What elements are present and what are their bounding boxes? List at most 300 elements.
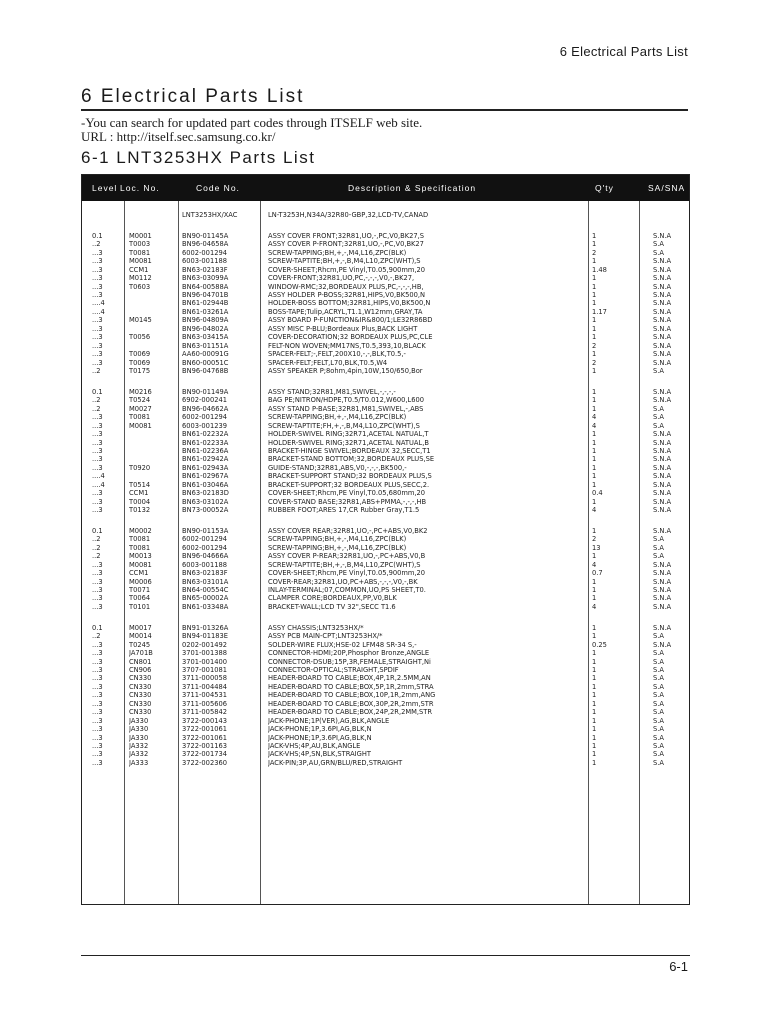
description-cell: SCREW-TAPPING;BH,+,-,M4,L16,ZPC(BLK)	[268, 413, 407, 422]
sa-sna-cell: S.A	[653, 716, 664, 725]
level-cell: ...3	[92, 446, 103, 455]
qty-cell: 2	[592, 248, 597, 257]
qty-cell: 2	[592, 341, 597, 350]
level-cell: ...3	[92, 725, 103, 734]
qty-cell: 1	[592, 725, 597, 734]
description-cell: JACK-PHONE;1P,3.6PI,AG,BLK,N	[268, 725, 372, 734]
loc-no-cell: CCM1	[129, 265, 149, 274]
loc-no-cell: T0081	[129, 413, 151, 422]
qty-cell: 1	[592, 682, 597, 691]
level-cell: ...3	[92, 560, 103, 569]
page-number: 6-1	[669, 959, 688, 974]
running-header: 6 Electrical Parts List	[559, 44, 688, 59]
description-cell: JACK-PHONE;1P(VER),AG,BLK,ANGLE	[268, 716, 390, 725]
description-cell: BRACKET-STAND BOTTOM;32,BORDEAUX PLUS,SE	[268, 455, 435, 464]
group-spacer	[82, 375, 689, 388]
column-header-sa-sna: SA/SNA	[648, 183, 686, 193]
table-row	[82, 759, 689, 767]
code-no-cell: 3722-001163	[182, 741, 227, 750]
description-cell: ASSY COVER P-REAR;32R81,UO,-,PC+ABS,V0,B	[268, 552, 426, 561]
level-cell: ...3	[92, 716, 103, 725]
sa-sna-cell: S.N.A	[653, 396, 672, 405]
description-cell: HOLDER-SWIVEL RING;32R71,ACETAL NATUAL,B	[268, 438, 429, 447]
level-cell: ....4	[92, 480, 105, 489]
description-cell: ASSY STAND P-BASE;32R81,M81,SWIVEL,-,ABS	[268, 404, 424, 413]
sa-sna-cell: S.N.A	[653, 489, 672, 498]
table-row	[82, 666, 689, 674]
description-cell: ASSY MISC P-BLU;Bordeaux Plus,BACK LIGHT	[268, 324, 418, 333]
description-cell: GUIDE-STAND;32R81,ABS,V0,-,-,-,BK500,-	[268, 463, 407, 472]
code-no-cell: 6002-001294	[182, 535, 227, 544]
sa-sna-cell: S.A	[653, 240, 664, 249]
loc-no-cell: M0002	[129, 526, 152, 535]
code-no-cell: BN61-03348A	[182, 602, 229, 611]
code-no-cell: BN63-02183D	[182, 489, 229, 498]
loc-no-cell: M0014	[129, 632, 152, 641]
description-cell: HEADER-BOARD TO CABLE;BOX,30P,2R,2mm,STR	[268, 699, 434, 708]
description-cell: BRACKET-HINGE SWIVEL;BORDEAUX 32,SECC,T1	[268, 446, 431, 455]
table-row	[82, 316, 689, 324]
code-no-cell: 6003-001239	[182, 421, 227, 430]
loc-no-cell: CN330	[129, 682, 152, 691]
loc-no-cell: T0004	[129, 497, 151, 506]
code-no-cell: BN61-02943A	[182, 463, 229, 472]
qty-cell: 1	[592, 404, 597, 413]
description-cell: COVER-STAND BASE;32R81,ABS+PMMA,-,-,-,HB	[268, 497, 427, 506]
sa-sna-cell: S.N.A	[653, 455, 672, 464]
loc-no-cell: T0603	[129, 282, 151, 291]
sa-sna-cell: S.N.A	[653, 257, 672, 266]
code-no-cell: 6002-001294	[182, 413, 227, 422]
level-cell: ...3	[92, 265, 103, 274]
level-cell: ..2	[92, 552, 101, 561]
level-cell: ...3	[92, 341, 103, 350]
table-row	[82, 649, 689, 657]
table-row	[82, 742, 689, 750]
level-cell: ...3	[92, 333, 103, 342]
loc-no-cell: M0006	[129, 577, 152, 586]
level-cell: ...3	[92, 497, 103, 506]
qty-cell: 1	[592, 552, 597, 561]
loc-no-cell: T0101	[129, 602, 151, 611]
table-row	[82, 240, 689, 248]
description-cell: JACK-PHONE;1P,3.6PI,AG,BLK,N	[268, 733, 372, 742]
description-cell: SCREW-TAPTITE;BH,+,-,B,M4,L10,ZPC(WHT),S	[268, 257, 421, 266]
sa-sna-cell: S.N.A	[653, 446, 672, 455]
level-cell: ...3	[92, 577, 103, 586]
table-row	[82, 489, 689, 497]
sa-sna-cell: S.N.A	[653, 316, 672, 325]
code-no-cell: 0202-001492	[182, 640, 227, 649]
description-cell: JACK-VHS;4P,SN,BLK,STRAIGHT	[268, 750, 371, 759]
sa-sna-cell: S.A	[653, 413, 664, 422]
sa-sna-cell: S.N.A	[653, 430, 672, 439]
code-no-cell: BN61-02944B	[182, 299, 229, 308]
sa-sna-cell: S.N.A	[653, 265, 672, 274]
loc-no-cell: T0081	[129, 535, 151, 544]
sa-sna-cell: S.A	[653, 535, 664, 544]
loc-no-cell: M0112	[129, 274, 152, 283]
table-row	[82, 464, 689, 472]
qty-cell: 1	[592, 472, 597, 481]
description-cell: COVER-FRONT;32R81,UO,PC,-,-,-,V0,-,BK27,	[268, 274, 415, 283]
code-no-cell: 3722-000143	[182, 716, 227, 725]
description-cell: BAG PE;NITRON/HDPE,T0.5/T0.012,W600,L600	[268, 396, 424, 405]
level-cell: ...3	[92, 430, 103, 439]
code-no-cell: BN90-01145A	[182, 231, 229, 240]
sa-sna-cell: S.A	[653, 691, 664, 700]
description-cell: COVER-DECORATION;32 BORDEAUX PLUS,PC,CLE	[268, 333, 433, 342]
table-row	[82, 422, 689, 430]
loc-no-cell: JA332	[129, 741, 149, 750]
code-no-cell: AA60-00091G	[182, 350, 229, 359]
description-cell: INLAY-TERMINAL;07,COMMON,UO,PS SHEET,T0.	[268, 586, 426, 594]
sa-sna-cell: S.A	[653, 421, 664, 430]
loc-no-cell: JA333	[129, 758, 149, 767]
loc-no-cell: M0081	[129, 560, 152, 569]
sa-sna-cell: S.A	[653, 699, 664, 708]
code-no-cell: BN63-03101A	[182, 577, 229, 586]
description-cell: RUBBER FOOT;ARES 17,CR Rubber Gray,T1.5	[268, 506, 420, 514]
level-cell: ...3	[92, 324, 103, 333]
sa-sna-cell: S.N.A	[653, 506, 672, 514]
table-row	[82, 413, 689, 421]
loc-no-cell: M0017	[129, 623, 152, 632]
qty-cell: 1	[592, 274, 597, 283]
level-cell: ...3	[92, 506, 103, 514]
table-row	[82, 561, 689, 569]
footer-rule	[81, 955, 690, 956]
loc-no-cell: T0071	[129, 586, 151, 594]
sa-sna-cell: S.A	[653, 733, 664, 742]
code-no-cell: 3711-000058	[182, 674, 227, 683]
description-cell: JACK-PIN;3P,AU,GRN/BLU/RED,STRAIGHT	[268, 758, 403, 767]
sa-sna-cell: S.A	[653, 552, 664, 561]
level-cell: ...3	[92, 257, 103, 266]
level-cell: ..2	[92, 366, 101, 375]
level-cell: ...3	[92, 602, 103, 611]
code-no-cell: BN61-02233A	[182, 438, 229, 447]
code-no-cell: 3707-001081	[182, 666, 227, 674]
loc-no-cell: JA330	[129, 725, 149, 734]
sa-sna-cell: S.A	[653, 741, 664, 750]
column-header-description: Description & Specification	[348, 183, 477, 193]
group-spacer	[82, 611, 689, 624]
qty-cell: 1	[592, 632, 597, 641]
code-no-cell: BN64-00554C	[182, 586, 229, 594]
code-no-cell: 6002-001294	[182, 248, 227, 257]
table-row	[82, 232, 689, 240]
level-cell: ...3	[92, 741, 103, 750]
level-cell: ...3	[92, 758, 103, 767]
code-no-cell: BN63-02183F	[182, 569, 228, 578]
loc-no-cell: M0027	[129, 404, 152, 413]
level-cell: ...3	[92, 489, 103, 498]
code-no-cell: BN63-03099A	[182, 274, 229, 283]
qty-cell: 4	[592, 602, 597, 611]
table-row	[82, 342, 689, 350]
loc-no-cell: CN330	[129, 708, 152, 717]
loc-no-cell: T0524	[129, 396, 151, 405]
code-no-cell: BN61-03261A	[182, 307, 229, 316]
column-header-level: Level	[92, 183, 118, 193]
sa-sna-cell: S.A	[653, 632, 664, 641]
description-cell: ASSY SPEAKER P;8ohm,4pin,10W,150/650,Bor	[268, 366, 423, 375]
sa-sna-cell: S.N.A	[653, 497, 672, 506]
table-row	[82, 211, 689, 219]
level-cell: ..2	[92, 543, 101, 552]
level-cell: ...3	[92, 640, 103, 649]
table-row	[82, 396, 689, 404]
qty-cell: 4	[592, 421, 597, 430]
loc-no-cell: M0013	[129, 552, 152, 561]
qty-cell: 1	[592, 577, 597, 586]
code-no-cell: 3722-001061	[182, 725, 227, 734]
parts-table	[81, 174, 690, 905]
code-no-cell: 6002-001294	[182, 543, 227, 552]
loc-no-cell: M0216	[129, 387, 152, 396]
table-row	[82, 388, 689, 396]
table-row	[82, 430, 689, 438]
table-row	[82, 632, 689, 640]
level-cell: ...3	[92, 733, 103, 742]
table-row	[82, 439, 689, 447]
description-cell: BOSS-TAPE;Tulip,ACRYL,T1.1,W12mm,GRAY,TA	[268, 307, 423, 316]
qty-cell: 2	[592, 535, 597, 544]
description-cell: HEADER-BOARD TO CABLE;BOX,10P,1R,2mm,ANG	[268, 691, 436, 700]
qty-cell: 0.4	[592, 489, 603, 498]
sa-sna-cell: S.N.A	[653, 623, 672, 632]
sa-sna-cell: S.A	[653, 543, 664, 552]
table-row	[82, 455, 689, 463]
code-no-cell: BN65-00002A	[182, 594, 229, 603]
sa-sna-cell: S.N.A	[653, 480, 672, 489]
level-cell: ...3	[92, 657, 103, 666]
code-no-cell: BN91-01326A	[182, 623, 229, 632]
code-no-cell: BN90-01149A	[182, 387, 229, 396]
qty-cell: 1	[592, 324, 597, 333]
description-cell: SPACER-FELT;-,FELT,200X10,-,-,BLK,T0.5,-	[268, 350, 406, 359]
level-cell: ...3	[92, 463, 103, 472]
table-row	[82, 405, 689, 413]
table-row	[82, 333, 689, 341]
sa-sna-cell: S.A	[653, 649, 664, 658]
level-cell: ...3	[92, 413, 103, 422]
code-no-cell: 6003-001188	[182, 257, 227, 266]
qty-cell: 1	[592, 526, 597, 535]
qty-cell: 1	[592, 366, 597, 375]
code-no-cell: 3722-001734	[182, 750, 227, 759]
description-cell: LN-T3253H,N34A/32R80-GBP,32,LCD-TV,CANAD	[268, 211, 429, 219]
sa-sna-cell: S.A	[653, 750, 664, 759]
qty-cell: 1.48	[592, 265, 607, 274]
level-cell: 0.1	[92, 387, 103, 396]
qty-cell: 1	[592, 674, 597, 683]
table-row	[82, 257, 689, 265]
column-header-code-no: Code No.	[196, 183, 240, 193]
level-cell: ....4	[92, 472, 105, 481]
qty-cell: 1	[592, 299, 597, 308]
qty-cell: 1	[592, 231, 597, 240]
qty-cell: 4	[592, 506, 597, 514]
description-cell: ASSY COVER P-FRONT;32R81,UO,-,PC,V0,BK27	[268, 240, 424, 249]
level-cell: ....4	[92, 299, 105, 308]
qty-cell: 1	[592, 333, 597, 342]
qty-cell: 1	[592, 699, 597, 708]
loc-no-cell: T0081	[129, 248, 151, 257]
table-row	[82, 569, 689, 577]
sa-sna-cell: S.N.A	[653, 299, 672, 308]
qty-cell: 1	[592, 455, 597, 464]
level-cell: ...3	[92, 708, 103, 717]
sa-sna-cell: S.A	[653, 248, 664, 257]
table-row	[82, 249, 689, 257]
loc-no-cell: T0003	[129, 240, 151, 249]
table-row	[82, 472, 689, 480]
table-row	[82, 674, 689, 682]
level-cell: ...3	[92, 291, 103, 299]
qty-cell: 1	[592, 446, 597, 455]
level-cell: ...3	[92, 282, 103, 291]
description-cell: CONNECTOR-DSUB;15P,3R,FEMALE,STRAIGHT,Ni	[268, 657, 431, 666]
sa-sna-cell: S.N.A	[653, 307, 672, 316]
loc-no-cell: M0001	[129, 231, 152, 240]
code-no-cell: BN90-01153A	[182, 526, 229, 535]
sa-sna-cell: S.A	[653, 758, 664, 767]
table-row	[82, 700, 689, 708]
table-row	[82, 291, 689, 299]
level-cell: ..2	[92, 535, 101, 544]
loc-no-cell: CN801	[129, 657, 152, 666]
code-no-cell: BN61-02236A	[182, 446, 229, 455]
level-cell: ...3	[92, 594, 103, 603]
sa-sna-cell: S.N.A	[653, 594, 672, 603]
qty-cell: 4	[592, 413, 597, 422]
qty-cell: 1	[592, 586, 597, 594]
code-no-cell: BN61-03046A	[182, 480, 229, 489]
loc-no-cell: M0145	[129, 316, 152, 325]
code-no-cell: 3722-002360	[182, 758, 227, 767]
description-cell: COVER-REAR;32R81,UO,PC+ABS,-,-,-,V0,-,BK	[268, 577, 418, 586]
sa-sna-cell: S.A	[653, 674, 664, 683]
code-no-cell: BN96-04666A	[182, 552, 229, 561]
qty-cell: 0.25	[592, 640, 607, 649]
table-row	[82, 367, 689, 375]
qty-cell: 1	[592, 497, 597, 506]
description-cell: SOLDER-WIRE FLUX;HSE-02 LFM48 SR-34 S,-	[268, 640, 417, 649]
code-no-cell: BN61-02232A	[182, 430, 229, 439]
code-no-cell: BN96-04701B	[182, 291, 229, 299]
table-row	[82, 658, 689, 666]
code-no-cell: BN96-04658A	[182, 240, 229, 249]
loc-no-cell: M0081	[129, 257, 152, 266]
table-row	[82, 594, 689, 602]
qty-cell: 2	[592, 358, 597, 367]
description-cell: FELT-NON WOVEN;MM17NS,T0.5,393,10,BLACK	[268, 341, 426, 350]
table-row	[82, 506, 689, 514]
table-row	[82, 325, 689, 333]
level-cell: ..2	[92, 632, 101, 641]
sa-sna-cell: S.N.A	[653, 231, 672, 240]
sa-sna-cell: S.N.A	[653, 387, 672, 396]
level-cell: ...3	[92, 666, 103, 674]
table-row	[82, 717, 689, 725]
description-cell: BRACKET-WALL;LCD TV 32",SECC T1.6	[268, 602, 396, 611]
sa-sna-cell: S.N.A	[653, 586, 672, 594]
sa-sna-cell: S.N.A	[653, 324, 672, 333]
loc-no-cell: M0081	[129, 421, 152, 430]
description-cell: COVER-SHEET;Rhcm,PE Vinyl,T0.05,900mm,20	[268, 569, 426, 578]
qty-cell: 1	[592, 291, 597, 299]
description-cell: JACK-VHS;4P,AU,BLK,ANGLE	[268, 741, 361, 750]
code-no-cell: BN94-01183E	[182, 632, 229, 641]
title-rule	[81, 109, 688, 111]
level-cell: ...3	[92, 682, 103, 691]
table-row	[82, 535, 689, 543]
level-cell: 0.1	[92, 623, 103, 632]
qty-cell: 1	[592, 282, 597, 291]
loc-no-cell: CN330	[129, 691, 152, 700]
qty-cell: 1	[592, 741, 597, 750]
description-cell: ASSY COVER FRONT;32R81,UO,-,PC,V0,BK27,S	[268, 231, 425, 240]
code-no-cell: BN63-03415A	[182, 333, 229, 342]
description-cell: HOLDER-BOSS BOTTOM;32R81,HIPS,V0,BK500,N	[268, 299, 431, 308]
code-no-cell: BN60-00051C	[182, 358, 229, 367]
qty-cell: 1	[592, 750, 597, 759]
qty-cell: 1	[592, 758, 597, 767]
description-cell: ASSY STAND;32R81,M81,SWIVEL,-,-,-,-	[268, 387, 396, 396]
description-cell: SCREW-TAPPING;BH,+,-,M4,L16,ZPC(BLK)	[268, 543, 407, 552]
qty-cell: 1	[592, 463, 597, 472]
code-no-cell: BN96-04809A	[182, 316, 229, 325]
code-no-cell: 3711-004484	[182, 682, 227, 691]
sa-sna-cell: S.A	[653, 725, 664, 734]
code-no-cell: BN61-02942A	[182, 455, 229, 464]
sa-sna-cell: S.N.A	[653, 472, 672, 481]
table-row	[82, 691, 689, 699]
loc-no-cell: JA330	[129, 733, 149, 742]
level-cell: ..2	[92, 240, 101, 249]
qty-cell: 1	[592, 480, 597, 489]
sa-sna-cell: S.A	[653, 708, 664, 717]
level-cell: ...3	[92, 569, 103, 578]
sa-sna-cell: S.N.A	[653, 333, 672, 342]
level-cell: ...3	[92, 691, 103, 700]
code-no-cell: BN63-03102A	[182, 497, 229, 506]
level-cell: 0.1	[92, 231, 103, 240]
description-cell: SCREW-TAPPING;BH,+,-,M4,L16,ZPC(BLK)	[268, 535, 407, 544]
level-cell: ...3	[92, 350, 103, 359]
description-cell: SCREW-TAPTITE;BH,+,-,B,M4,L10,ZPC(WHT),S	[268, 560, 421, 569]
qty-cell: 1	[592, 708, 597, 717]
sa-sna-cell: S.N.A	[653, 350, 672, 359]
table-row	[82, 624, 689, 632]
code-no-cell: BN64-00588A	[182, 282, 229, 291]
level-cell: ...3	[92, 586, 103, 594]
qty-cell: 1	[592, 430, 597, 439]
description-cell: ASSY CHASSIS;LNT3253HX/*	[268, 623, 364, 632]
level-cell: ...3	[92, 750, 103, 759]
sa-sna-cell: S.N.A	[653, 291, 672, 299]
code-no-cell: BN63-01151A	[182, 341, 229, 350]
table-row	[82, 734, 689, 742]
code-no-cell: 3711-005842	[182, 708, 227, 717]
qty-cell: 1	[592, 438, 597, 447]
table-row	[82, 544, 689, 552]
code-no-cell: LNT3253HX/XAC	[182, 211, 238, 219]
code-no-cell: 3711-005606	[182, 699, 227, 708]
loc-no-cell: CN330	[129, 699, 152, 708]
